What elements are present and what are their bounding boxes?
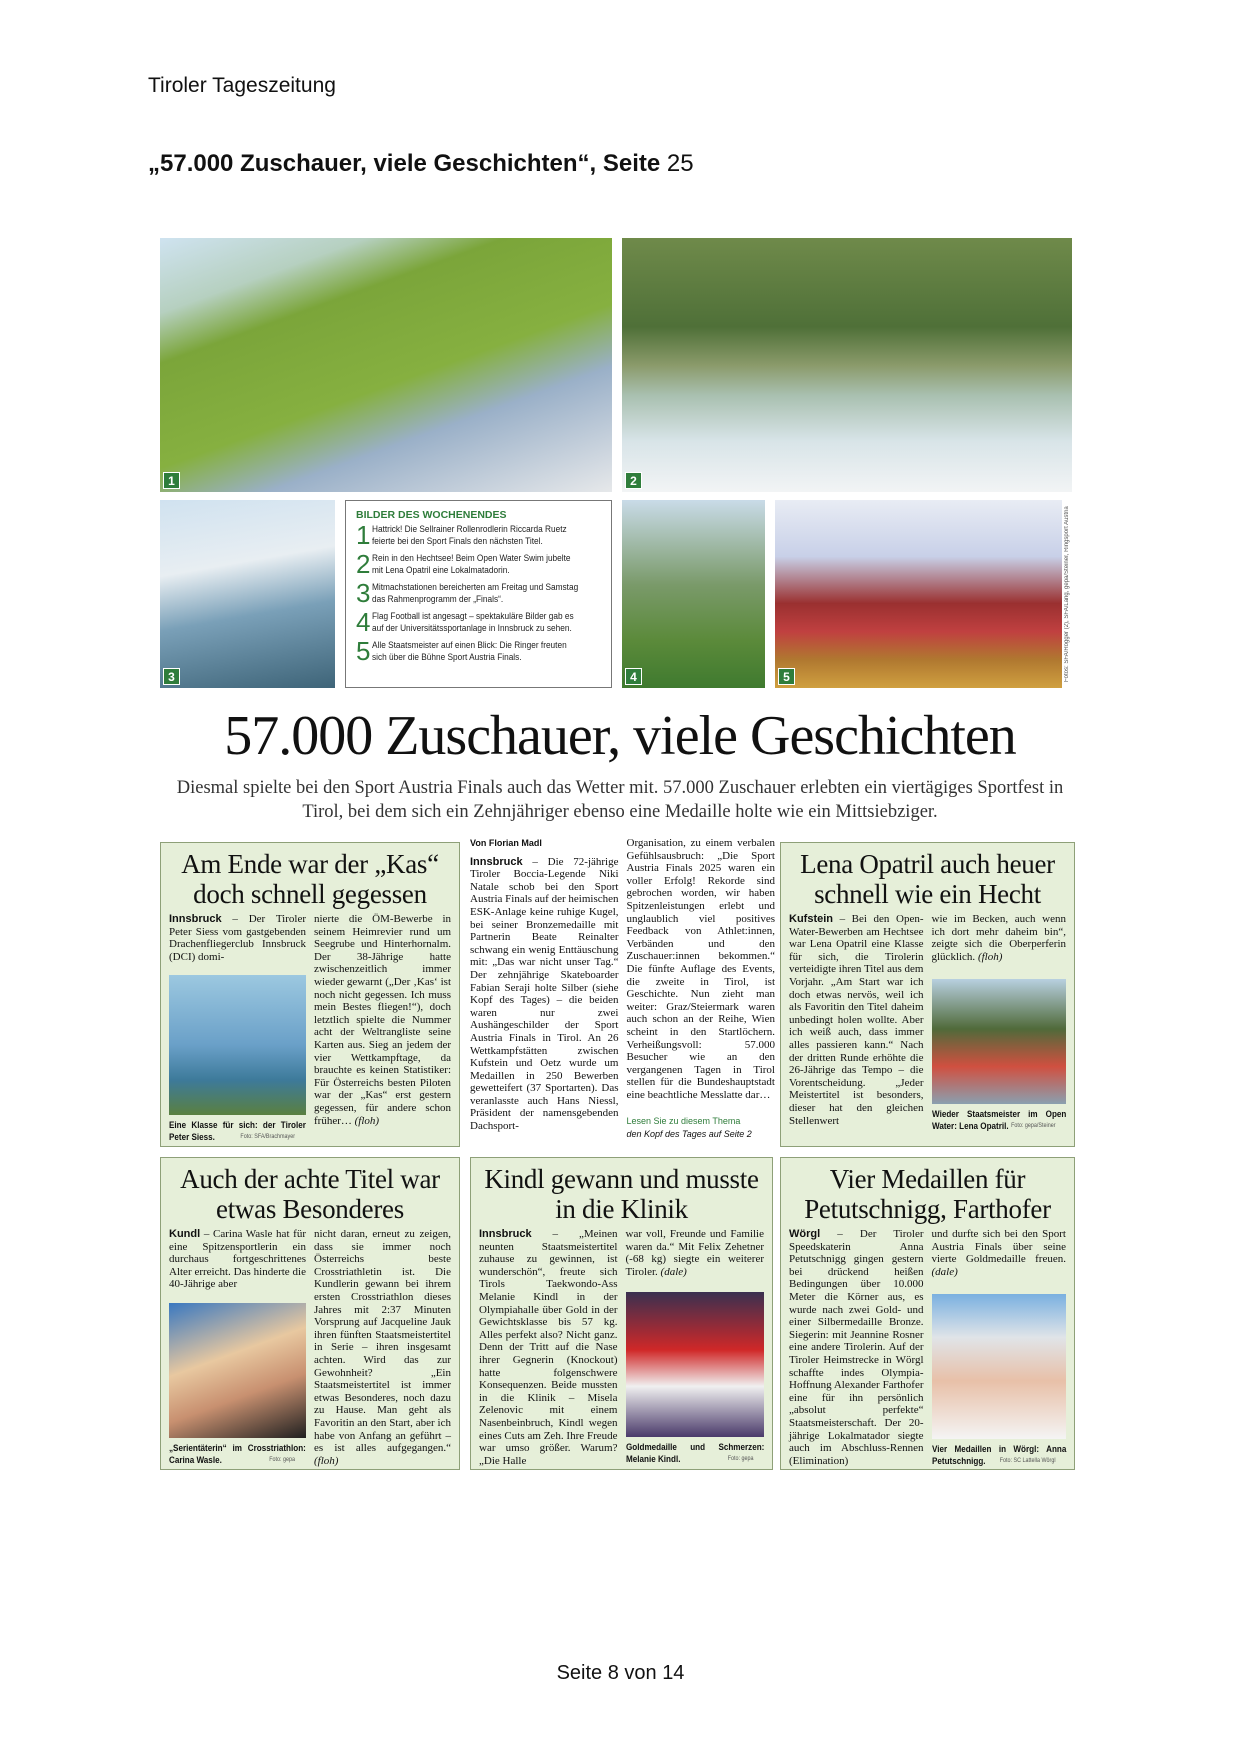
info-item-number: 5 [356, 636, 371, 666]
info-box-title: BILDER DES WOCHENENDES [356, 509, 507, 521]
clip-page: 25 [666, 150, 694, 177]
article-text: und durfte sich bei den Sport Austria Finals über seine vierte Goldmedaille freuen. [931, 1228, 1066, 1266]
article-text: – Bei den Open-Water-Bewerben am Hechtsee war Lena Opatril eine Klasse für sich, die Tirolerin verteidigte ihren Titel aus dem Vorjahr. „Am Start war ich doch etwas nervös, weil ich als Favoritin den Titel daheim unbedingt holen wollte. Aber ich weiß auch, dass immer alles passieren kann.“ Nach der dritten Runde erhöhte die 26-Jährige das Tempo – die Vorentscheidung. „Jeder Meistertitel ist besonders, dieser hat den gleichen Stellenwert [789, 913, 924, 1127]
page-footer: Seite 8 von 14 [556, 1662, 685, 1684]
photo-wasle [169, 1303, 306, 1438]
info-item-number: 4 [356, 607, 371, 637]
article-title: Am Ende war der „Kas“ doch schnell gegessen [181, 849, 439, 909]
info-item-text: Alle Staatsmeister auf einen Blick: Die Ringer freuten sich über die Bühne Sport Austria Finals. [372, 640, 567, 662]
article-location: Innsbruck [470, 855, 523, 868]
photo-caption: Eine Klasse für sich: der Tiroler Peter Siess. Foto: SFA/Brachmayer [169, 1120, 306, 1143]
article-text: wie im Becken, auch wenn ich dort mehr daheim bin“, zeigte sich die Oberperferin glücklich. [931, 913, 1066, 963]
photo-petutschnigg [932, 1294, 1067, 1439]
author-sign: (floh) [354, 1114, 380, 1127]
author-sign: (dale) [660, 1265, 687, 1278]
author-sign: (dale) [931, 1265, 958, 1278]
article-location: Innsbruck [479, 1228, 532, 1240]
article-title: Lena Opatril auch heuer schnell wie ein Hecht [800, 849, 1055, 909]
byline: Von Florian Madl [470, 838, 542, 848]
photo-open-water-swim [622, 238, 1072, 492]
photo-caption: Goldmedaille und Schmerzen: Melanie Kindl. Foto: gepa [625, 1442, 764, 1465]
article-text: – Der Tiroler Peter Siess vom gastgebenden Drachenfliegerclub Innsbruck (DCI) domi- [169, 913, 306, 963]
article-text: – „Meinen neunten Staatsmeistertitel zuhause zu gewinnen, ist wunderschön“, freute sich Tirols Taekwondo-Ass Melanie Kindl in der Olympiahalle über Gold in der Gewichtsklasse bis 57 kg. Alles perfekt also? Nicht ganz. Denn der Tritt auf die Nase ihrer Gegnerin (Knockout) hatte folgenschwere Konsequenzen. Beide mussten in die Klinik – Misela Zelenovic mit einem Nasenbeinbruch, Kindl wegen eines Cuts am Zeh. Ihre Freude war umso größer. Warum? „Die Halle [479, 1228, 618, 1467]
info-item-number: 2 [356, 549, 371, 579]
article-title: Auch der achte Titel war etwas Besonderes [180, 1164, 440, 1224]
photo-number: 5 [778, 668, 795, 685]
deck: Diesmal spielte bei den Sport Austria Finals auch das Wetter mit. 57.000 Zuschauer erlebten ein viertägiges Sportfest in Tirol, bei dem sich ein Zehnjähriger ebenso eine Medaille holte wie ein Mittsiebziger. [176, 778, 1064, 822]
clip-title-text: „57.000 Zuschauer, viele Geschichten“, Seite [148, 150, 661, 177]
photo-number: 3 [163, 668, 180, 685]
author-sign: (floh) [314, 1454, 339, 1467]
main-article [470, 837, 775, 1147]
article-text: – Der Tiroler Speedskaterin Anna Petutschnigg gingen gestern bei drückend heißen Bedingungen über 10.000 Meter die Körner aus, es wurde nach zwei Gold- und einer Silbermedaille Bronze. Siegerin: mit Jeannine Rosner eine andere Tirolerin. Auf der Tiroler Heimstrecke in Wörgl schaffte indes Olympia-Hoffnung Alexander Farthofer eine für ihn persönlich „absolut perfekte“ Staatsmeisterschaft. Der 20-jährige Lokalmatador siegte auch im Abschluss-Rennen (Elimination) [789, 1228, 924, 1467]
info-item-text: Mitmachstationen bereicherten am Freitag und Samstag das Rahmenprogramm der „Finals“. [372, 582, 579, 604]
article-wasle [160, 1157, 460, 1470]
article-text: – Carina Wasle hat für eine Spitzensportlerin ein durchaus fortgeschrittenes Alter erreicht. Das hinderte die 40-Jährige aber [169, 1228, 306, 1291]
article-text: war voll, Freunde und Familie waren da.“ Mit Felix Zehetner (-68 kg) siegte ein weiterer Tiroler. [625, 1228, 764, 1278]
info-item [356, 520, 601, 550]
article-opatril [780, 842, 1075, 1147]
photo-kindl [626, 1292, 765, 1437]
info-item-number: 3 [356, 578, 371, 608]
info-item [356, 636, 601, 666]
article-text: Organisation, zu einem verbalen Gefühlsausbruch: „Die Sport Austria Finals 2025 waren ein voller Erfolg! Rekorde sind gebrochen worden, wir haben Spitzenleistungen erlebt und unglaublich viel positives Feedback von Athlet:innen, Verbänden und den Zuschauer:innen bekommen.“ Die fünfte Auflage des Events, die zweite in Tirol, ist Geschichte. Nun zieht man weiter: Graz/Steiermark waren auch schon an der Reihe, Wien scheint in den Startlöchern. Verheißungsvoll: 57.000 Besucher wie an den vergangenen Tagen in Tirol stellen für die Bundeshauptstadt eine beachtliche Messlatte dar… [626, 837, 775, 1101]
article-location: Kufstein [789, 913, 833, 925]
article-location: Wörgl [789, 1228, 821, 1240]
info-item-text: Hattrick! Die Sellrainer Rollenrodlerin Riccarda Ruetz feierte bei den Sport Finals den nächsten Titel. [372, 524, 567, 546]
photo-opatril [932, 979, 1067, 1104]
photo-rollerluge [160, 238, 612, 492]
photo-number: 1 [163, 472, 180, 489]
photo-number: 4 [625, 668, 642, 685]
info-box-bilder-des-wochenendes [345, 500, 612, 688]
photo-caption: „Serientäterin“ im Crosstriathlon: Carina Wasle. Foto: gepa [169, 1442, 306, 1465]
photo-number: 2 [625, 472, 642, 489]
info-item [356, 607, 601, 637]
article-kindl [470, 1157, 773, 1470]
article-text: – Die 72-jährige Tiroler Boccia-Legende Niki Natale schob bei den Sport Austria Finals auf der heimischen ESK-Anlage keine ruhige Kugel, bei seiner Bronzemedaille mit Partnerin Beate Reinalter schwang ein wenig Enttäuschung mit: „Das war nicht unser Tag.“ Der zehnjährige Skateboarder Fabian Seraji holte Silber (siehe Kopf des Tages) – die beiden waren nur zwei Aushängeschilder der Sport Austria Finals in Tirol. An 26 Wettkampfstätten zwischen Kufstein und Oetz wurde um Medaillen in 250 Bewerben gewetteifert (37 Sportarten). Das veranlasste auch Hans Niessl, Präsident der namensgebenden Dachsport- [470, 855, 619, 1133]
info-item [356, 549, 601, 579]
article-location: Innsbruck [169, 913, 222, 925]
main-headline: 57.000 Zuschauer, viele Geschichten [224, 705, 1016, 767]
photo-caption: Vier Medaillen in Wörgl: Anna Petutschnigg. Foto: SC Lattella Wörgl [931, 1444, 1066, 1467]
info-item-number: 1 [356, 520, 371, 550]
photo-caption: Wieder Staatsmeister im Open Water: Lena Opatril. Foto: gepa/Steiner [931, 1109, 1066, 1132]
info-item [356, 578, 601, 608]
read-more-ref: den Kopf des Tages auf Seite 2 [626, 1129, 752, 1140]
clip-title [148, 150, 694, 178]
photo-mitmachstationen [160, 500, 335, 688]
photo-credit: Fotos: SFA/Rogger (2), SFA/Lang, gepa/Steiner, Ringsport Austria [1064, 506, 1070, 682]
photo-ringer-group [775, 500, 1062, 688]
read-more-label: Lesen Sie zu diesem Thema [626, 1116, 741, 1127]
photo-hang-glider [169, 975, 306, 1115]
article-text: nierte die ÖM-Bewerbe in seinem Heimrevier rund um Seegrube und Hinterhornalm. Der 38-Jährige hatte zwischenzeitlich immer wieder gewarnt („Der ‚Kas‘ ist noch nicht gegessen. Ich muss mein Bestes fliegen!“), doch letztlich spielte die Nummer acht der Weltrangliste seine Karten aus. Sieg an jedem der vier Wettkampftage, da brauchte es keinen Statistiker: Für Österreichs besten Piloten war der „Kas“ erst gestern gegessen, für andere schon früher… [314, 913, 451, 1127]
article-petutschnigg [780, 1157, 1075, 1470]
info-item-text: Flag Football ist angesagt – spektakuläre Bilder gab es auf der Universitätssportanlage in Innsbruck zu sehen. [372, 611, 574, 633]
article-text: nicht daran, erneut zu zeigen, dass sie immer noch Österreichs beste Crosstriathletin ist. Die Kundlerin gewann bei ihrem ersten Crosstriathlon dieses Jahres mit 2:37 Minuten Vorsprung auf Jacqueline Jauk ihren fünften Staatsmeistertitel in Serie – ihren insgesamt achten. Wird das zur Gewohnheit? „Ein Staatsmeistertitel ist immer etwas Besonderes, noch dazu zu Hause. Man geht als Favoritin an den Start, aber ich habe von Anfang an geführt – es ist alles aufgegangen.“ [314, 1228, 451, 1455]
article-location: Kundl [169, 1228, 201, 1240]
article-kas [160, 842, 460, 1147]
photo-flag-football [622, 500, 765, 688]
info-item-text: Rein in den Hechtsee! Beim Open Water Swim jubelte mit Lena Opatril eine Lokalmatadorin. [372, 553, 571, 575]
article-title: Kindl gewann und musste in die Klinik [484, 1164, 759, 1224]
article-title: Vier Medaillen für Petutschnigg, Farthofer [804, 1164, 1051, 1224]
author-sign: (floh) [977, 950, 1003, 963]
publication-name: Tiroler Tageszeitung [148, 74, 336, 97]
